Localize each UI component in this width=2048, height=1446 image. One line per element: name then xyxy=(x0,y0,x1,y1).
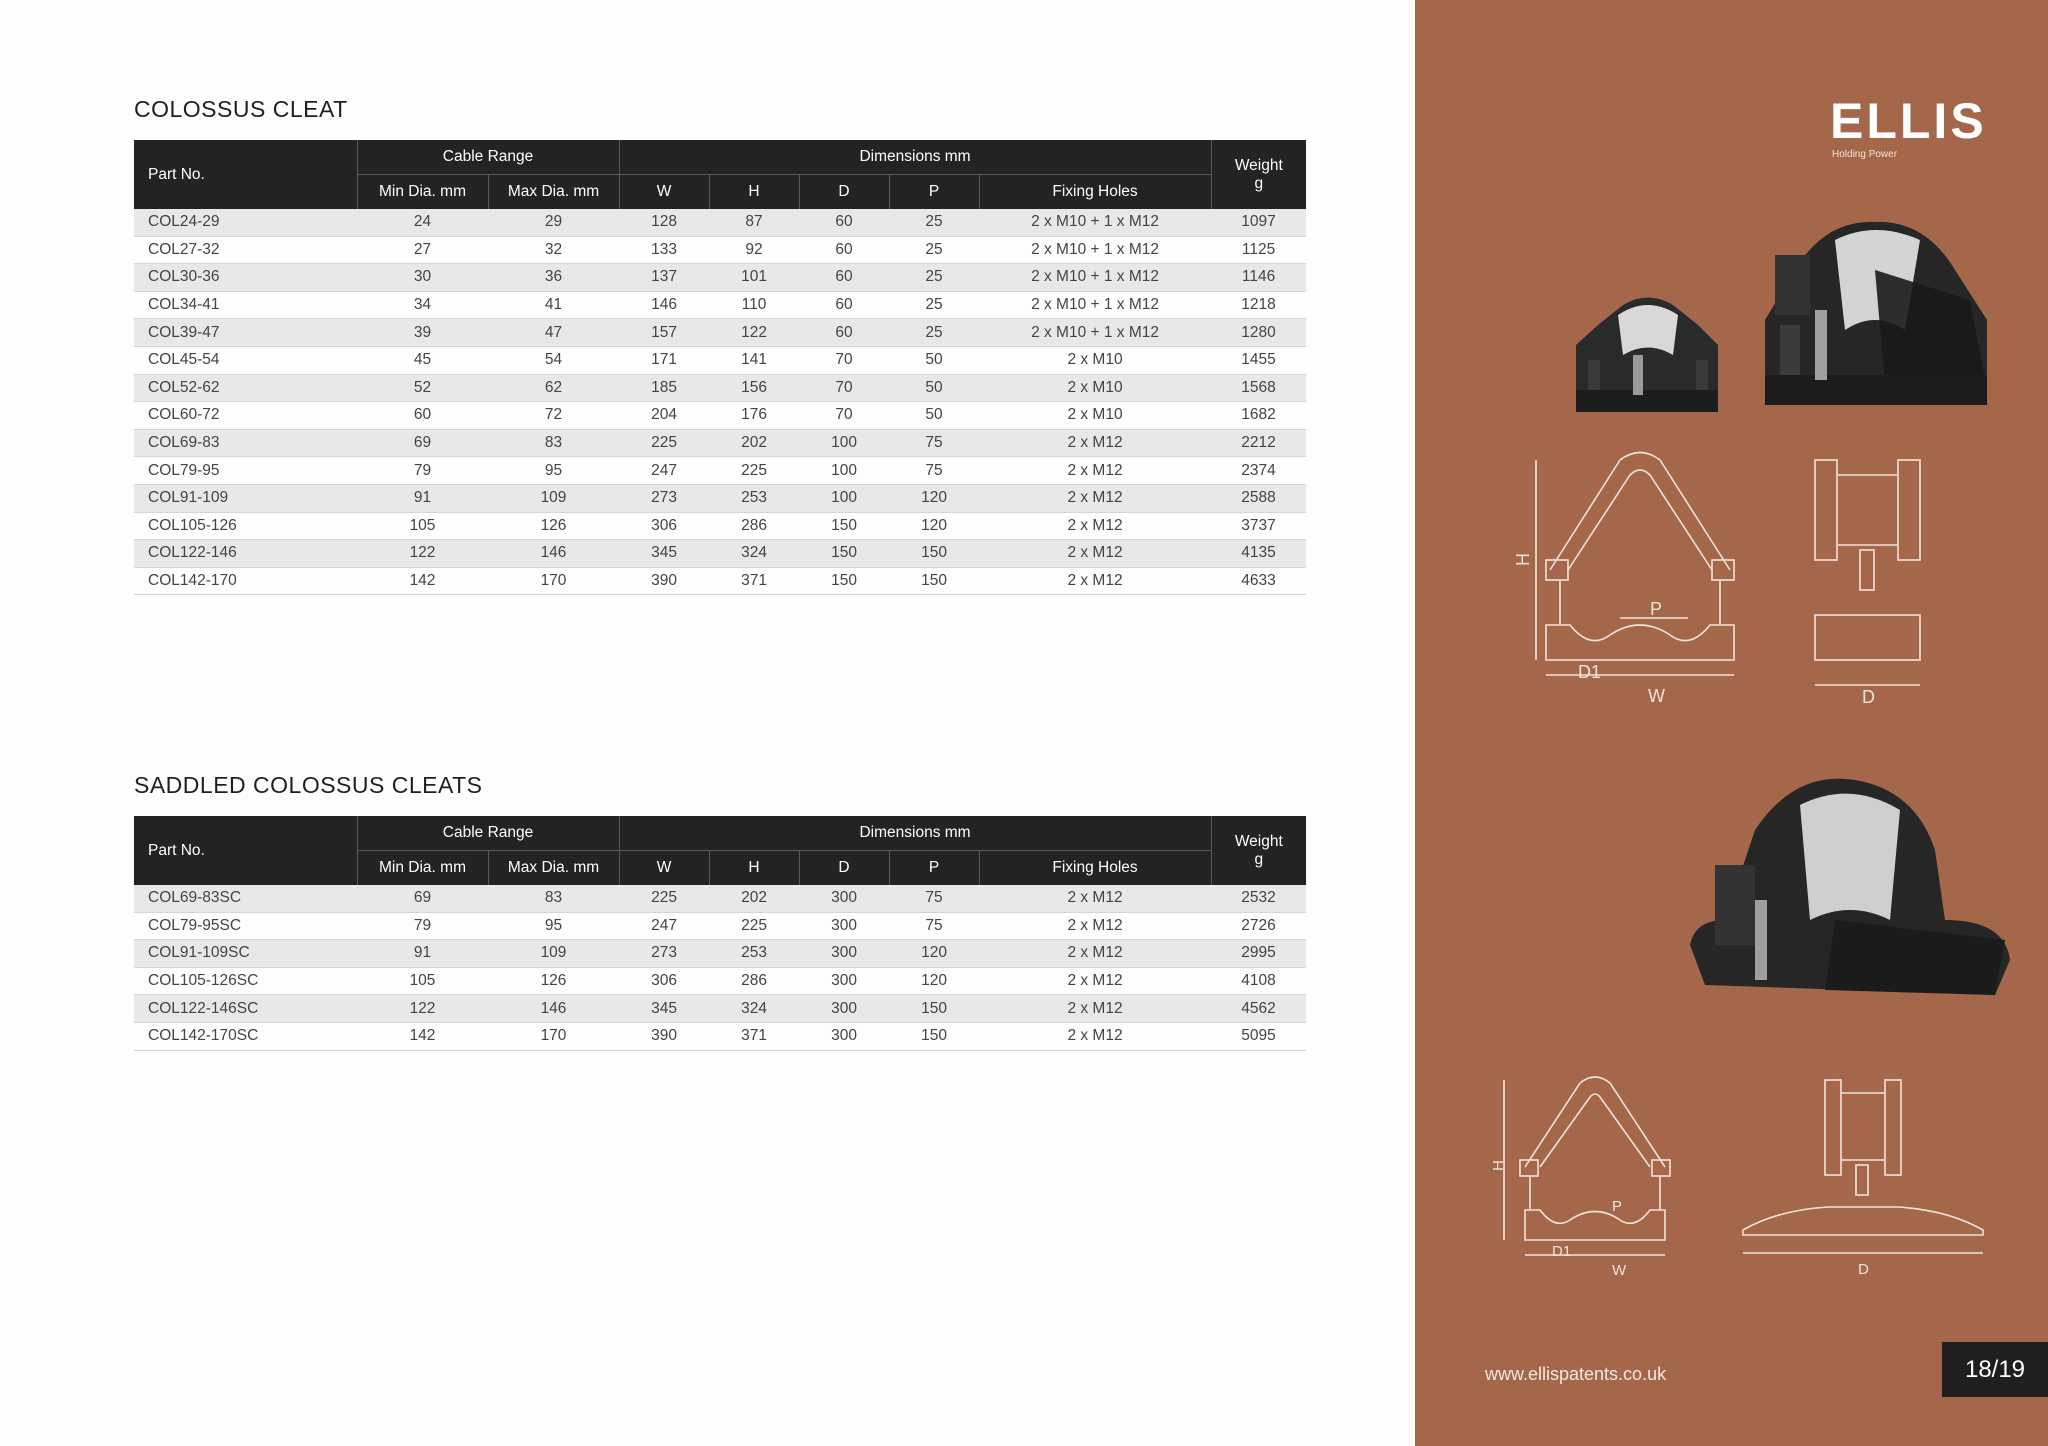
table-cell: 1097 xyxy=(1211,209,1306,236)
table-cell: 60 xyxy=(357,402,488,430)
table-cell: 1568 xyxy=(1211,374,1306,402)
table-cell: 60 xyxy=(799,264,889,292)
table-cell: 2212 xyxy=(1211,429,1306,457)
table-cell: 1125 xyxy=(1211,236,1306,264)
table-cell: 50 xyxy=(889,374,979,402)
table-cell: 142 xyxy=(357,567,488,595)
table-cell: 2 x M10 + 1 x M12 xyxy=(979,291,1211,319)
table-cell: 225 xyxy=(619,429,709,457)
header-weight xyxy=(1211,140,1306,209)
table-header-row xyxy=(134,140,1306,175)
table-cell: 286 xyxy=(709,512,799,540)
table-cell: 2 x M12 xyxy=(979,457,1211,485)
table-cell: 300 xyxy=(799,1022,889,1050)
table-cell: 345 xyxy=(619,540,709,568)
table-cell: 137 xyxy=(619,264,709,292)
table-cell: 4562 xyxy=(1211,995,1306,1023)
table-cell: 146 xyxy=(488,995,619,1023)
table-cell: 105 xyxy=(357,967,488,995)
table-cell: 2 x M12 xyxy=(979,512,1211,540)
table-cell: 146 xyxy=(488,540,619,568)
header-h: H xyxy=(709,175,799,210)
table-cell: 60 xyxy=(799,236,889,264)
label-w-saddled: W xyxy=(1612,1262,1627,1279)
table-cell: 2 x M12 xyxy=(979,567,1211,595)
table-cell: 105 xyxy=(357,512,488,540)
table-row xyxy=(134,995,1306,1023)
table-cell: COL69-83 xyxy=(134,429,357,457)
table-cell: 150 xyxy=(889,567,979,595)
saddled-front-drawing xyxy=(1490,1075,1715,1280)
table-row xyxy=(134,567,1306,595)
table-cell: 2 x M12 xyxy=(979,912,1211,940)
table-body xyxy=(134,885,1306,1050)
table-cell: COL122-146 xyxy=(134,540,357,568)
table-cell: 25 xyxy=(889,319,979,347)
table-cell: 225 xyxy=(709,457,799,485)
table-cell: 150 xyxy=(889,995,979,1023)
table-cell: 4135 xyxy=(1211,540,1306,568)
table-cell: 70 xyxy=(799,374,889,402)
section-title-colossus-cleat: COLOSSUS CLEAT xyxy=(134,96,348,122)
table-cell: 100 xyxy=(799,457,889,485)
label-d-saddled: D xyxy=(1858,1261,1869,1278)
table-cell: 185 xyxy=(619,374,709,402)
cleat-front-drawing xyxy=(1510,450,1780,710)
table-cell: 25 xyxy=(889,291,979,319)
table-cell: 4633 xyxy=(1211,567,1306,595)
table-cell: 286 xyxy=(709,967,799,995)
header-p: P xyxy=(889,175,979,210)
table-row xyxy=(134,885,1306,912)
table-cell: 142 xyxy=(357,1022,488,1050)
table-cell: 273 xyxy=(619,940,709,968)
table-cell: 156 xyxy=(709,374,799,402)
colossus-cleat-table xyxy=(134,140,1306,595)
header-d: D xyxy=(799,175,889,210)
table-cell: 146 xyxy=(619,291,709,319)
table-cell: 273 xyxy=(619,484,709,512)
table-cell: 79 xyxy=(357,457,488,485)
table-cell: 83 xyxy=(488,429,619,457)
header-weight xyxy=(1211,816,1306,885)
table-cell: 300 xyxy=(799,885,889,912)
table-cell: 91 xyxy=(357,940,488,968)
saddled-colossus-cleats-table xyxy=(134,816,1306,1051)
saddled-cleat-photo xyxy=(1685,770,2015,1020)
table-row xyxy=(134,346,1306,374)
table-cell: 2 x M10 + 1 x M12 xyxy=(979,319,1211,347)
table-row xyxy=(134,484,1306,512)
label-h: H xyxy=(1513,553,1533,566)
table-cell: 91 xyxy=(357,484,488,512)
table-cell: 60 xyxy=(799,319,889,347)
table-row xyxy=(134,209,1306,236)
table-cell: 45 xyxy=(357,346,488,374)
table-cell: 126 xyxy=(488,512,619,540)
cleat-side-drawing xyxy=(1810,455,1925,710)
table-cell: 32 xyxy=(488,236,619,264)
table-body xyxy=(134,209,1306,595)
table-cell: 202 xyxy=(709,429,799,457)
table-cell: 100 xyxy=(799,484,889,512)
table-cell: 2 x M12 xyxy=(979,995,1211,1023)
table-cell: 371 xyxy=(709,567,799,595)
table-cell: 2 x M10 + 1 x M12 xyxy=(979,236,1211,264)
table-cell: 4108 xyxy=(1211,967,1306,995)
table-row xyxy=(134,374,1306,402)
table-cell: 128 xyxy=(619,209,709,236)
table-cell: 72 xyxy=(488,402,619,430)
table-cell: 29 xyxy=(488,209,619,236)
table-cell: 60 xyxy=(799,209,889,236)
label-d: D xyxy=(1862,687,1875,707)
header-dimensions: Dimensions mm xyxy=(619,140,1211,175)
table-cell: 3737 xyxy=(1211,512,1306,540)
section-title-saddled-colossus-cleats: SADDLED COLOSSUS CLEATS xyxy=(134,772,483,798)
header-min-dia: Min Dia. mm xyxy=(357,175,488,210)
table-cell: COL34-41 xyxy=(134,291,357,319)
header-weight-unit: g xyxy=(1254,174,1264,192)
table-cell: 25 xyxy=(889,264,979,292)
table-cell: 345 xyxy=(619,995,709,1023)
table-cell: 300 xyxy=(799,912,889,940)
table-cell: 150 xyxy=(799,567,889,595)
table-cell: 324 xyxy=(709,995,799,1023)
table-cell: 100 xyxy=(799,429,889,457)
table-cell: 110 xyxy=(709,291,799,319)
header-part-no: Part No. xyxy=(134,816,357,885)
table-cell: 34 xyxy=(357,291,488,319)
table-cell: COL69-83SC xyxy=(134,885,357,912)
table-cell: 300 xyxy=(799,967,889,995)
page-number xyxy=(1942,1342,2048,1397)
table-cell: 371 xyxy=(709,1022,799,1050)
table-cell: 300 xyxy=(799,995,889,1023)
label-h-saddled: H xyxy=(1490,1160,1507,1171)
table-cell: COL122-146SC xyxy=(134,995,357,1023)
table-cell: 25 xyxy=(889,209,979,236)
table-cell: COL52-62 xyxy=(134,374,357,402)
table-cell: 75 xyxy=(889,912,979,940)
table-cell: 101 xyxy=(709,264,799,292)
table-cell: 2 x M10 xyxy=(979,374,1211,402)
table-cell: 247 xyxy=(619,457,709,485)
table-cell: 39 xyxy=(357,319,488,347)
label-w: W xyxy=(1648,686,1665,706)
header-weight-label: Weight xyxy=(1234,156,1283,174)
table-cell: 390 xyxy=(619,567,709,595)
table-row xyxy=(134,264,1306,292)
table-cell: 83 xyxy=(488,885,619,912)
table-cell: 202 xyxy=(709,885,799,912)
header-cable-range: Cable Range xyxy=(357,140,619,175)
table-cell: 109 xyxy=(488,940,619,968)
table-cell: 2 x M10 xyxy=(979,346,1211,374)
table-cell: 2588 xyxy=(1211,484,1306,512)
table-cell: COL142-170 xyxy=(134,567,357,595)
table-cell: 2532 xyxy=(1211,885,1306,912)
table-cell: 120 xyxy=(889,967,979,995)
table-cell: 300 xyxy=(799,940,889,968)
header-w: W xyxy=(619,175,709,210)
label-d1-saddled: D1 xyxy=(1552,1243,1572,1260)
table-cell: 390 xyxy=(619,1022,709,1050)
table-row xyxy=(134,319,1306,347)
table-cell: 109 xyxy=(488,484,619,512)
table-cell: 50 xyxy=(889,402,979,430)
table-cell: 62 xyxy=(488,374,619,402)
header-fixing-holes: Fixing Holes xyxy=(979,851,1211,886)
table-cell: 306 xyxy=(619,967,709,995)
label-p: P xyxy=(1650,599,1663,619)
table-cell: 36 xyxy=(488,264,619,292)
table-cell: 120 xyxy=(889,484,979,512)
table-cell: 171 xyxy=(619,346,709,374)
table-cell: COL39-47 xyxy=(134,319,357,347)
table-row xyxy=(134,940,1306,968)
header-p: P xyxy=(889,851,979,886)
table-cell: 2 x M10 xyxy=(979,402,1211,430)
table-cell: 170 xyxy=(488,567,619,595)
table-cell: 1682 xyxy=(1211,402,1306,430)
table-cell: 87 xyxy=(709,209,799,236)
table-cell: 2 x M12 xyxy=(979,940,1211,968)
table-cell: 70 xyxy=(799,346,889,374)
table-cell: COL60-72 xyxy=(134,402,357,430)
table-cell: 24 xyxy=(357,209,488,236)
table-cell: 50 xyxy=(889,346,979,374)
table-cell: 1146 xyxy=(1211,264,1306,292)
table-cell: 2995 xyxy=(1211,940,1306,968)
table-cell: 253 xyxy=(709,940,799,968)
table-cell: 150 xyxy=(799,512,889,540)
table-cell: 2 x M12 xyxy=(979,429,1211,457)
header-weight-unit: g xyxy=(1254,850,1264,868)
table-cell: 54 xyxy=(488,346,619,374)
table-cell: 69 xyxy=(357,429,488,457)
table-cell: COL105-126SC xyxy=(134,967,357,995)
header-max-dia: Max Dia. mm xyxy=(488,851,619,886)
website-link[interactable]: www.ellispatents.co.uk xyxy=(1485,1364,1667,1384)
table-cell: 2 x M12 xyxy=(979,540,1211,568)
table-row xyxy=(134,540,1306,568)
table-cell: 52 xyxy=(357,374,488,402)
page-number-text: 18/19 xyxy=(1964,1355,2026,1383)
table-cell: COL27-32 xyxy=(134,236,357,264)
table-row xyxy=(134,967,1306,995)
table-cell: 70 xyxy=(799,402,889,430)
saddled-side-drawing xyxy=(1738,1075,1988,1280)
table-cell: 204 xyxy=(619,402,709,430)
table-cell: COL91-109 xyxy=(134,484,357,512)
table-cell: 75 xyxy=(889,885,979,912)
table-row xyxy=(134,457,1306,485)
table-cell: 176 xyxy=(709,402,799,430)
table-cell: 170 xyxy=(488,1022,619,1050)
table-cell: 69 xyxy=(357,885,488,912)
ellis-logo: ELLIS xyxy=(1830,93,1987,149)
table-cell: 2 x M12 xyxy=(979,967,1211,995)
header-d: D xyxy=(799,851,889,886)
table-cell: 95 xyxy=(488,457,619,485)
table-cell: 5095 xyxy=(1211,1022,1306,1050)
header-part-no: Part No. xyxy=(134,140,357,209)
table-cell: 47 xyxy=(488,319,619,347)
table-row xyxy=(134,1022,1306,1050)
header-max-dia: Max Dia. mm xyxy=(488,175,619,210)
table-cell: 2 x M12 xyxy=(979,885,1211,912)
table-cell: 1455 xyxy=(1211,346,1306,374)
table-cell: 2 x M12 xyxy=(979,1022,1211,1050)
table-cell: COL45-54 xyxy=(134,346,357,374)
table-cell: 122 xyxy=(709,319,799,347)
table-cell: 141 xyxy=(709,346,799,374)
table-cell: 247 xyxy=(619,912,709,940)
table-cell: 150 xyxy=(799,540,889,568)
table-cell: 157 xyxy=(619,319,709,347)
header-fixing-holes: Fixing Holes xyxy=(979,175,1211,210)
table-cell: 120 xyxy=(889,512,979,540)
table-cell: COL24-29 xyxy=(134,209,357,236)
table-cell: 2 x M10 + 1 x M12 xyxy=(979,264,1211,292)
table-cell: 1280 xyxy=(1211,319,1306,347)
label-d1: D1 xyxy=(1578,662,1602,682)
table-cell: 324 xyxy=(709,540,799,568)
table-cell: COL142-170SC xyxy=(134,1022,357,1050)
table-row xyxy=(134,512,1306,540)
header-cable-range: Cable Range xyxy=(357,816,619,851)
header-h: H xyxy=(709,851,799,886)
label-p-saddled: P xyxy=(1612,1198,1623,1215)
table-cell: COL105-126 xyxy=(134,512,357,540)
table-cell: 75 xyxy=(889,429,979,457)
table-cell: 30 xyxy=(357,264,488,292)
header-min-dia: Min Dia. mm xyxy=(357,851,488,886)
table-cell: 79 xyxy=(357,912,488,940)
table-cell: 95 xyxy=(488,912,619,940)
header-dimensions: Dimensions mm xyxy=(619,816,1211,851)
table-cell: 122 xyxy=(357,540,488,568)
table-cell: 306 xyxy=(619,512,709,540)
header-weight-label: Weight xyxy=(1234,832,1283,850)
table-cell: 60 xyxy=(799,291,889,319)
brand-tagline: Holding Power xyxy=(1832,149,1898,160)
table-cell: 120 xyxy=(889,940,979,968)
table-cell: 126 xyxy=(488,967,619,995)
table-row xyxy=(134,912,1306,940)
table-row xyxy=(134,402,1306,430)
table-cell: 25 xyxy=(889,236,979,264)
header-w: W xyxy=(619,851,709,886)
table-cell: 150 xyxy=(889,1022,979,1050)
table-cell: COL30-36 xyxy=(134,264,357,292)
table-cell: COL79-95SC xyxy=(134,912,357,940)
table-cell: 2374 xyxy=(1211,457,1306,485)
small-cleat-photo xyxy=(1568,285,1728,425)
table-cell: 122 xyxy=(357,995,488,1023)
table-cell: 225 xyxy=(709,912,799,940)
table-cell: 27 xyxy=(357,236,488,264)
table-cell: 2 x M10 + 1 x M12 xyxy=(979,209,1211,236)
table-cell: COL79-95 xyxy=(134,457,357,485)
table-cell: 1218 xyxy=(1211,291,1306,319)
table-cell: COL91-109SC xyxy=(134,940,357,968)
table-header-row xyxy=(134,816,1306,851)
table-row xyxy=(134,236,1306,264)
large-cleat-photo xyxy=(1755,210,1995,420)
table-cell: 75 xyxy=(889,457,979,485)
table-cell: 133 xyxy=(619,236,709,264)
table-cell: 92 xyxy=(709,236,799,264)
table-cell: 2726 xyxy=(1211,912,1306,940)
table-cell: 2 x M12 xyxy=(979,484,1211,512)
table-row xyxy=(134,429,1306,457)
table-row xyxy=(134,291,1306,319)
table-cell: 225 xyxy=(619,885,709,912)
table-cell: 253 xyxy=(709,484,799,512)
table-cell: 150 xyxy=(889,540,979,568)
table-cell: 41 xyxy=(488,291,619,319)
